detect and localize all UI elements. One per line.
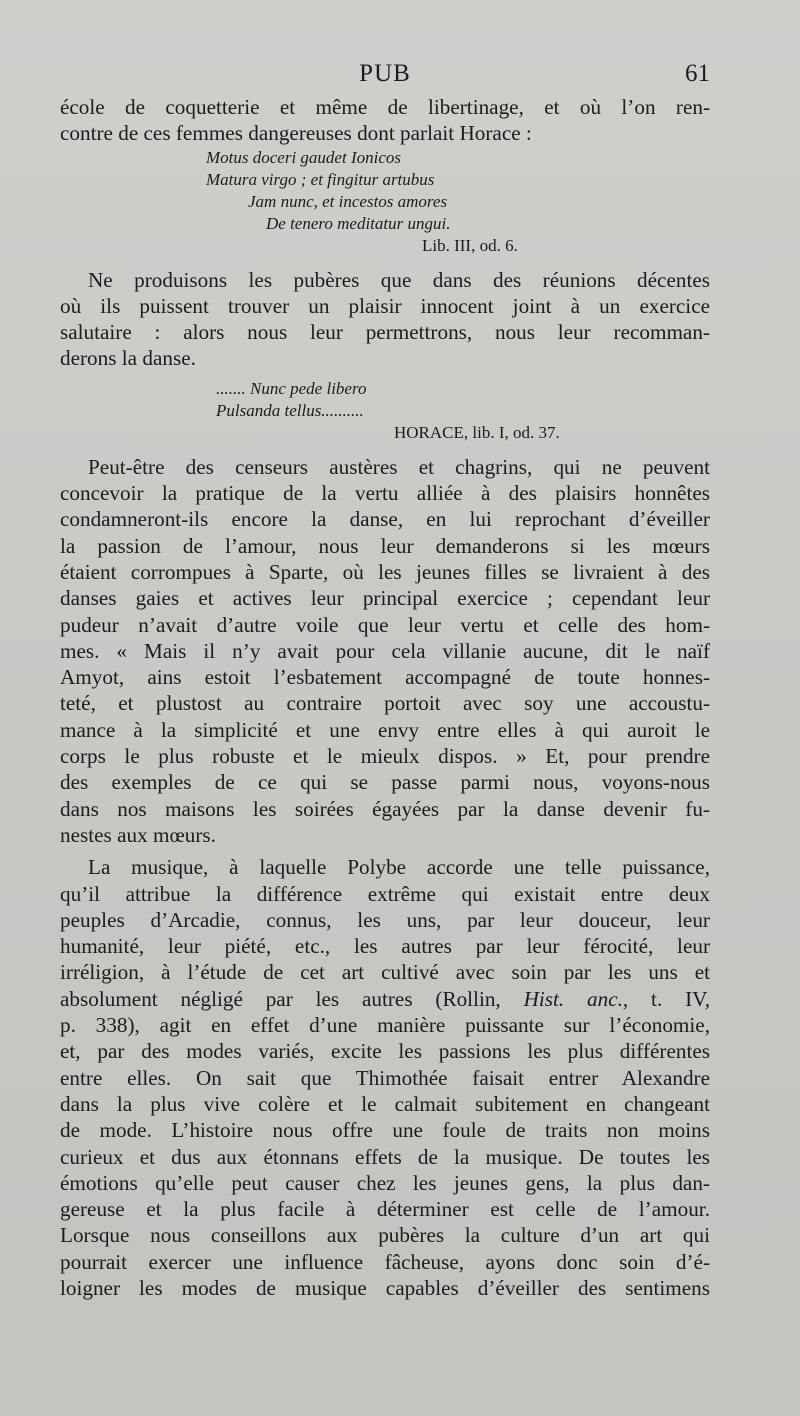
text-line: Lorsque nous conseillons aux pubères la culture d’un art qui (60, 1223, 710, 1248)
verse-line: ....... Nunc pede libero (216, 378, 367, 398)
text-line: concevoir la pratique de la vertu alliée à des plaisirs honnêtes (60, 481, 710, 506)
running-head: PUB (359, 60, 411, 87)
text-span: , t. IV, (622, 986, 710, 1011)
text-line: dans la plus vive colère et le calmait subitement en changeant (60, 1091, 710, 1116)
text-line: irréligion, à l’étude de cet art cultivé avec soin par les uns et (60, 960, 710, 985)
text-line: humanité, leur piété, etc., les autres par leur férocité, leur (60, 934, 710, 959)
paragraph-3 (60, 454, 710, 848)
text-line: étaient corrompues à Sparte, où les jeunes filles se livraient à des (60, 559, 710, 584)
text-line: Amyot, ains estoit l’esbatement accompagné de toute honnes- (60, 665, 710, 690)
page-number: 61 (685, 60, 710, 87)
text-line: teté, et plustost au contraire portoit avec soy une accoustu- (60, 691, 710, 716)
text-line: salutaire : alors nous leur permettrons, nous leur recomman- (60, 320, 710, 345)
text-line: corps le plus robuste et le mieulx dispos. » Et, pour prendre (60, 744, 710, 769)
text-line: nestes aux mœurs. (60, 822, 216, 847)
verse-quote-2 (60, 378, 710, 444)
text-line: Peut-être des censeurs austères et chagrins, qui ne peuvent (88, 454, 710, 479)
text-line: contre de ces femmes dangereuses dont parlait Horace : (60, 121, 532, 146)
page-header (60, 60, 710, 94)
text-line: curieux et dus aux étonnans effets de la musique. De toutes les (60, 1144, 710, 1169)
text-line: des exemples de ce qui se passe parmi nous, voyons-nous (60, 770, 710, 795)
text-line: la passion de l’amour, nous leur demanderons si les mœurs (60, 533, 710, 558)
text-line: pudeur n’avait d’autre voile que leur vertu et celle des hom- (60, 612, 710, 637)
paragraph-1 (60, 94, 710, 147)
italic-citation: Hist. anc. (523, 986, 623, 1011)
text-line: loigner les modes de musique capables d’éveiller des sentimens (60, 1275, 710, 1300)
verse-reference: HORACE, lib. I, od. 37. (394, 422, 560, 442)
text-line: mance à la simplicité et une envy entre elles à qui auroit le (60, 717, 710, 742)
text-line: de mode. L’histoire nous offre une foule de traits non moins (60, 1118, 710, 1143)
text-line: danses gaies et actives leur principal exercice ; cependant leur (60, 586, 710, 611)
verse-reference: Lib. III, od. 6. (422, 235, 518, 255)
verse-line: Pulsanda tellus.......... (216, 400, 364, 420)
text-line: entre elles. On sait que Thimothée faisait entrer Alexandre (60, 1065, 710, 1090)
text-span: absolument négligé par les autres (Rollin, (60, 986, 524, 1011)
text-line: p. 338), agit en effet d’une manière puissante sur l’économie, (60, 1013, 710, 1038)
paragraph-4 (60, 854, 710, 1301)
text-line: derons la danse. (60, 346, 196, 371)
verse-quote-1 (60, 147, 710, 257)
verse-line: De tenero meditatur ungui. (266, 213, 451, 233)
text-line: et, par des modes variés, excite les passions les plus différentes (60, 1039, 710, 1064)
text-line: qu’il attribue la différence extrême qui existait entre deux (60, 881, 710, 906)
text-line: peuples d’Arcadie, connus, les uns, par leur douceur, leur (60, 907, 710, 932)
paragraph-2 (60, 267, 710, 372)
text-line: pourrait exercer une influence fâcheuse, ayons donc soin d’é- (60, 1249, 710, 1274)
text-line: émotions qu’elle peut causer chez les jeunes gens, la plus dan- (60, 1170, 710, 1195)
verse-line: Motus doceri gaudet Ionicos (206, 147, 401, 167)
text-line (60, 986, 710, 1012)
text-line: La musique, à laquelle Polybe accorde une telle puissance, (88, 855, 710, 880)
text-line: gereuse et la plus facile à déterminer est celle de l’amour. (60, 1197, 710, 1222)
text-line: condamneront-ils encore la danse, en lui reprochant d’éveiller (60, 507, 710, 532)
text-line: école de coquetterie et même de libertinage, et où l’on ren- (60, 95, 710, 119)
text-line: Ne produisons les pubères que dans des réunions décentes (88, 267, 710, 292)
text-line: où ils puissent trouver un plaisir innocent joint à un exercice (60, 293, 710, 318)
verse-line: Jam nunc, et incestos amores (248, 191, 448, 211)
text-line: dans nos maisons les soirées égayées par la danse devenir fu- (60, 796, 710, 821)
page-body (60, 94, 710, 1301)
text-line: mes. « Mais il n’y avait pour cela villanie aucune, dit le naïf (60, 638, 710, 663)
verse-line: Matura virgo ; et fingitur artubus (206, 169, 435, 189)
